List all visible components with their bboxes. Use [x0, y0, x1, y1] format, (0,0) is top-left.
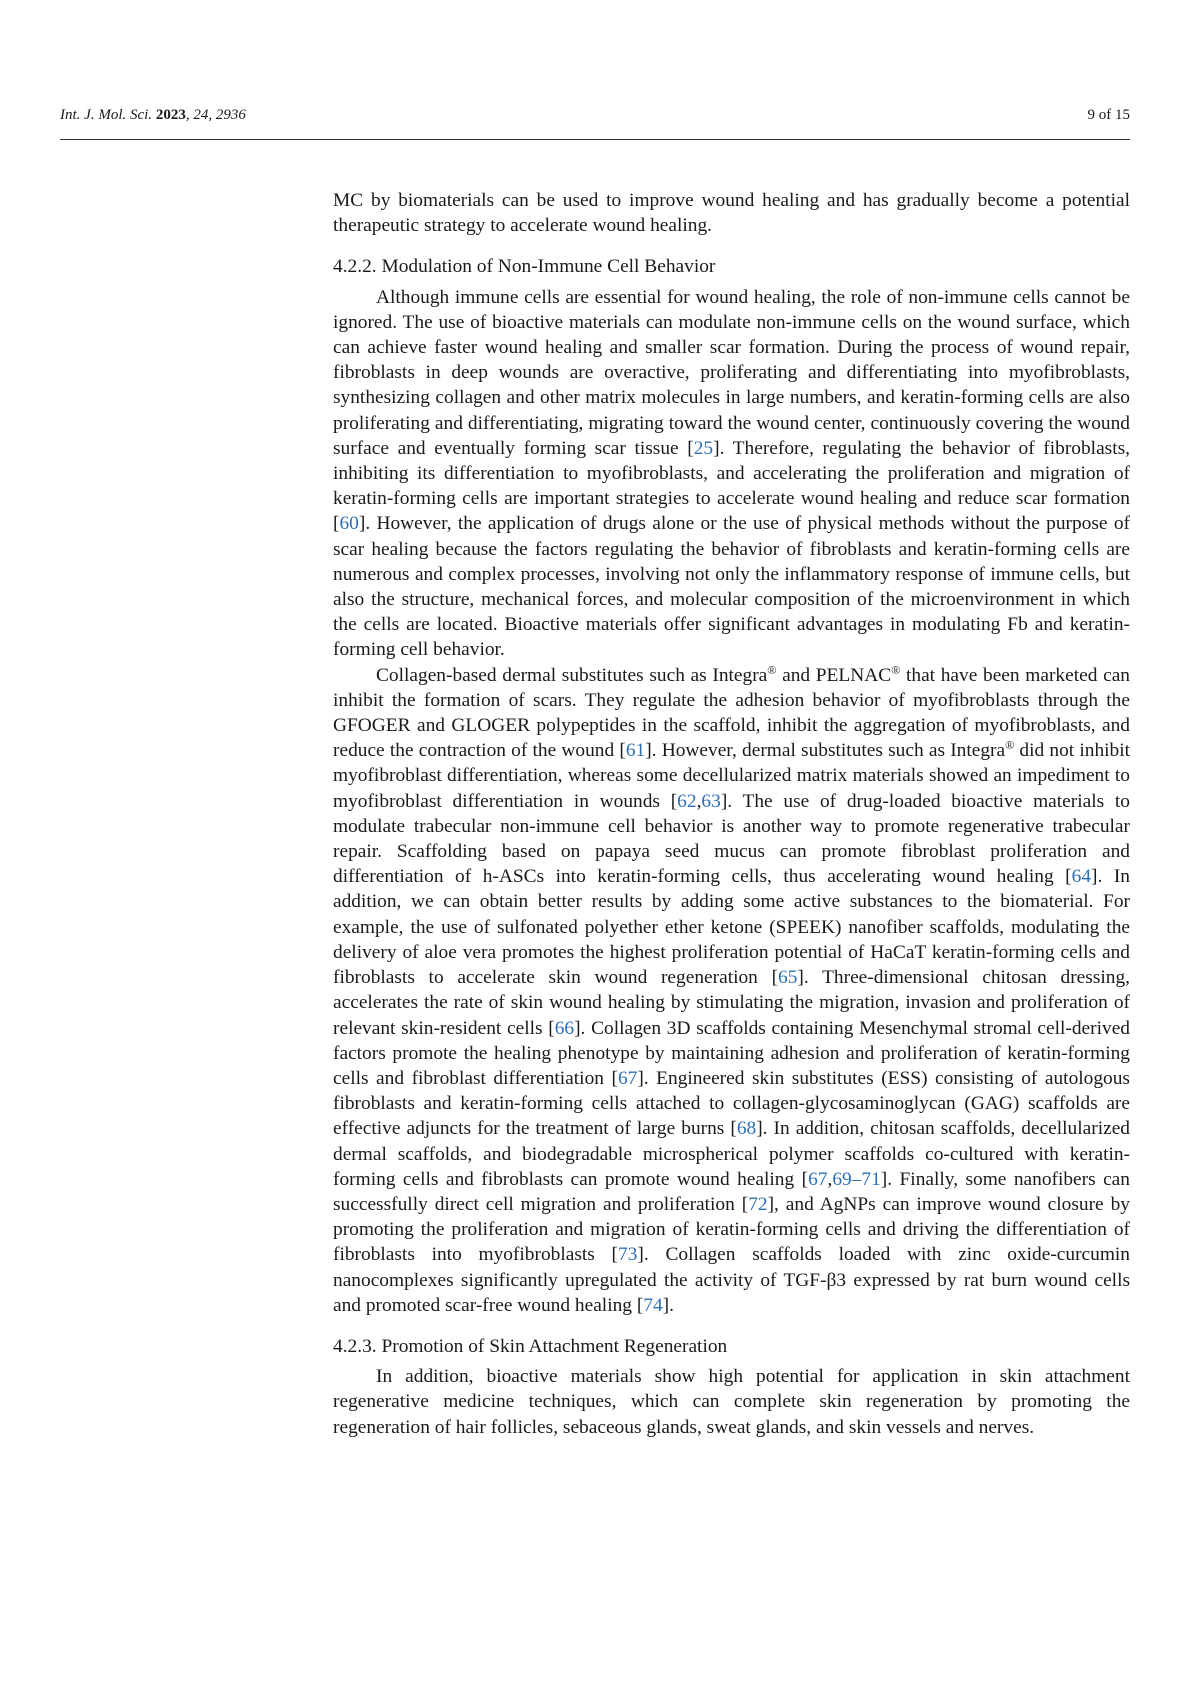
registered-mark: ®: [1005, 738, 1015, 753]
citation-link[interactable]: 67: [808, 1168, 828, 1190]
journal-abbrev: Int. J. Mol. Sci.: [60, 107, 153, 123]
paragraph-continuation: [333, 188, 1130, 238]
registered-mark: ®: [891, 662, 901, 677]
citation-link[interactable]: 67: [617, 1067, 638, 1089]
citation-link[interactable]: 62: [677, 790, 697, 812]
citation-link[interactable]: 61: [625, 740, 646, 762]
citation-link[interactable]: 66: [554, 1017, 575, 1039]
text-run: MC by biomaterials can be used to improve wound healing and has gradually become a potential therapeutic strategy to accelerate wound healing.: [333, 190, 1130, 237]
text-run: ]. In addition, chitosan scaffolds, decellularized dermal scaffolds, and biodegradable microspherical polymer scaffolds co-cultured with keratin-forming cells and fibroblasts can promote wound healing [: [333, 1118, 1130, 1190]
text-run: ], and AgNPs can improve wound closure by promoting the proliferation and migration of keratin-forming cells and driving the differentiation of fibroblasts into myofibroblasts [: [333, 1193, 1130, 1266]
paragraph-skin-attachment: [333, 1364, 1130, 1440]
citation-link[interactable]: 25: [693, 437, 714, 459]
citation-link[interactable]: 73: [618, 1244, 638, 1266]
citation-link[interactable]: 60: [339, 513, 359, 535]
citation-link[interactable]: 69–71: [832, 1168, 881, 1190]
running-header: [60, 105, 1130, 140]
text-run: did not inhibit myofibroblast differentiation, whereas some decellularized matrix materials showed an impediment to myofibroblast differentiation in wounds [: [333, 740, 1130, 812]
citation-link[interactable]: 68: [736, 1118, 757, 1140]
section-heading-4-2-3: 4.2.3. Promotion of Skin Attachment Regeneration: [333, 1335, 728, 1357]
citation-link[interactable]: 74: [643, 1294, 663, 1316]
text-run: ].: [662, 1294, 674, 1316]
text-run: and PELNAC: [776, 664, 892, 686]
section-heading-4-2-2: 4.2.2. Modulation of Non-Immune Cell Behavior: [333, 256, 716, 278]
text-run: ]. However, the application of drugs alone or the use of physical methods without the purpose of scar healing because the factors regulating the behavior of fibroblasts and keratin-forming cells are numerous and complex processes, involving not only the inflammatory response of immune cells, but also the structure, mechanical forces, and molecular composition of the microenvironment in which the cells are located. Bioactive materials offer significant advantages in modulating Fb and keratin-forming cell behavior.: [333, 513, 1130, 661]
text-run: ,: [696, 790, 702, 812]
journal-citation: [60, 107, 246, 124]
citation-link[interactable]: 63: [701, 790, 721, 812]
registered-mark: ®: [767, 662, 777, 677]
citation-link[interactable]: 64: [1071, 866, 1092, 888]
text-run: Although immune cells are essential for wound healing, the role of non-immune cells cannot be ignored. The use of bioactive materials can modulate non-immune cells on the wound surface, which can achieve faster wound healing and smaller scar formation. During the process of wound repair, fibroblasts in deep wounds are overactive, proliferating and differentiating into myofibroblasts, synthesizing collagen and other matrix molecules in large numbers, and keratin-forming cells are also proliferating and differentiating, migrating toward the wound center, continuously covering the wound surface and eventually forming scar tissue [: [333, 286, 1130, 459]
journal-volume-article: , 24, 2936: [185, 107, 246, 123]
text-run: ]. Collagen 3D scaffolds containing Mesenchymal stromal cell-derived factors promote the healing phenotype by maintaining adhesion and proliferation of keratin-forming cells and fibroblast differentiation [: [333, 1017, 1131, 1089]
journal-year: 2023: [155, 107, 186, 123]
paragraph-non-immune-intro: [333, 285, 1130, 663]
citation-link[interactable]: 72: [748, 1193, 768, 1215]
text-run: ,: [827, 1168, 833, 1190]
text-run: ]. Finally, some nanofibers can successfully direct cell migration and proliferation [: [333, 1168, 1130, 1215]
text-run: In addition, bioactive materials show high potential for application in skin attachment regenerative medicine techniques, which can complete skin regeneration by promoting the regeneration of hair follicles, sebaceous glands, sweat glands, and skin vessels and nerves.: [333, 1366, 1130, 1438]
citation-link[interactable]: 65: [778, 967, 798, 989]
text-run: that have been marketed can inhibit the formation of scars. They regulate the adhesion behavior of myofibroblasts through the GFOGER and GLOGER polypeptides in the scaffold, inhibit the aggregation of myofibroblasts, and reduce the contraction of the wound [: [333, 664, 1131, 762]
text-run: ]. The use of drug-loaded bioactive materials to modulate trabecular non-immune cell behavior is another way to promote regenerative trabecular repair. Scaffolding based on papaya seed mucus can promote fibroblast proliferation and differentiation of h-ASCs into keratin-forming cells, thus accelerating wound healing [: [333, 790, 1130, 888]
paragraph-collagen-substitutes: [333, 663, 1130, 1318]
article-body: [333, 188, 1130, 1440]
text-run: ]. Three-dimensional chitosan dressing, accelerates the rate of skin wound healing by stimulating the migration, invasion and proliferation of relevant skin-resident cells [: [333, 967, 1130, 1039]
text-run: ]. In addition, we can obtain better results by adding some active substances to the biomaterial. For example, the use of sulfonated polyether ether ketone (SPEEK) nanofiber scaffolds, modulating the delivery of aloe vera promotes the highest proliferation potential of HaCaT keratin-forming cells and fibroblasts to accelerate skin wound regeneration [: [333, 866, 1130, 989]
text-run: ]. However, dermal substitutes such as Integra: [645, 740, 1006, 762]
text-run: Collagen-based dermal substitutes such as Integra: [376, 664, 768, 686]
text-run: ]. Therefore, regulating the behavior of fibroblasts, inhibiting its differentiation to myofibroblasts, and accelerating the proliferation and migration of keratin-forming cells are important strategies to accelerate wound healing and reduce scar formation [: [333, 437, 1130, 535]
text-run: ]. Engineered skin substitutes (ESS) consisting of autologous fibroblasts and keratin-forming cells attached to collagen-glycosaminoglycan (GAG) scaffolds are effective adjuncts for the treatment of large burns [: [333, 1067, 1130, 1140]
page-number: 9 of 15: [1087, 107, 1130, 123]
text-run: ]. Collagen scaffolds loaded with zinc oxide-curcumin nanocomplexes significantly upregulated the activity of TGF-β3 expressed by rat burn wound cells and promoted scar-free wound healing [: [333, 1244, 1130, 1316]
